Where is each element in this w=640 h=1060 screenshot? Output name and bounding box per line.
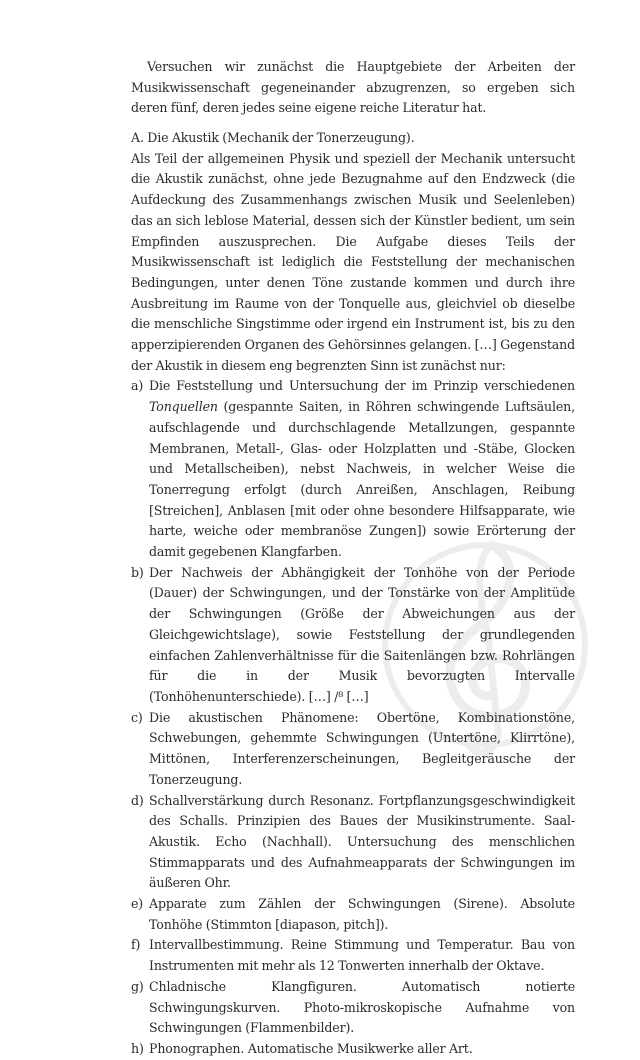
list-marker: a) xyxy=(131,378,144,394)
list-item-text-before: Die Feststellung und Untersuchung der im Prinzip verschiedenen xyxy=(149,378,575,394)
topic-list xyxy=(131,376,575,1059)
list-item-e xyxy=(131,894,575,935)
list-item-emphasis: Tonquellen xyxy=(149,399,218,415)
section-heading: A. Die Akustik (Mechanik der Tonerzeugung). xyxy=(131,130,415,145)
list-item-g xyxy=(131,977,575,1039)
section-akustik xyxy=(131,128,575,1060)
list-item-text: Schallverstärkung durch Resonanz. Fortpflanzungsgeschwindigkeit des Schalls. Prinzipien des Baues der Musikinstrumente. Saal-Akustik. Echo (Nachhall). Untersuchung des menschlichen Stimmapparats und des Aufnahmeapparats der Schwingungen im äußeren Ohr. xyxy=(149,792,575,891)
list-item-h xyxy=(131,1039,575,1060)
list-item-b xyxy=(131,563,575,708)
list-item-text: Die akustischen Phänomene: Obertöne, Kombinationstöne, Schwebungen, gehemmte Schwingungen (Untertöne, Klirrtöne), Mittönen, Interferenzerscheinungen, Begleitgeräusche der Tonerzeugung. xyxy=(149,709,575,787)
list-item-text: Der Nachweis der Abhängigkeit der Tonhöhe von der Periode (Dauer) der Schwingungen, und der Tonstärke von der Amplitüde der Schwingungen (Größe der Abweichungen aus der Gleichgewichtslage), sowie Feststellung der grundlegenden einfachen Zahlenverhältnisse für die Saitenlängen bzw. Rohrlängen für die in der Musik bevorzugten Intervalle (Tonhöhenunterschiede). […] /⁸ […] xyxy=(149,564,575,704)
list-marker: b) xyxy=(131,564,144,580)
intro-paragraph xyxy=(131,57,575,119)
list-marker: g) xyxy=(131,978,144,994)
list-item-f xyxy=(131,935,575,976)
list-item-text: Chladnische Klangfiguren. Automatisch notierte Schwingungskurven. Photo-mikroskopische Aufnahme von Schwingungen (Flammenbilder). xyxy=(149,978,575,1036)
intro-text: Versuchen wir zunächst die Hauptgebiete der Arbeiten der Musikwissenschaft gegeneinander abzugrenzen, so ergeben sich deren fünf, deren jedes seine eigene reiche Literatur hat. xyxy=(131,59,575,116)
list-item-text: Apparate zum Zählen der Schwingungen (Sirene). Absolute Tonhöhe (Stimmton [diapason, pitch]). xyxy=(149,896,575,932)
list-item-a xyxy=(131,376,575,562)
list-item-text-after: (gespannte Saiten, in Röhren schwingende Luftsäulen, aufschlagende und durchschlagende Metallzungen, gespannte Membranen, Metall-, Glas- oder Holzplatten und -Stäbe, Glocken und Metallscheiben), nebst Nachweis, in welcher Weise die Tonerregung erfolgt (durch Anreißen, Anschlagen, Reibung [Streichen], Anblasen [mit oder ohne besondere Hilfsapparate, wie harte, weiche oder membranöse Zungen]) sowie Erörterung der damit gegebenen Klangfarben. xyxy=(149,399,575,560)
list-item-text: Intervallbestimmung. Reine Stimmung und Temperatur. Bau von Instrumenten mit mehr als 12 Tonwerten innerhalb der Oktave. xyxy=(149,937,575,974)
list-marker: d) xyxy=(131,792,144,808)
list-item-d xyxy=(131,791,575,895)
list-marker: h) xyxy=(131,1040,144,1056)
section-body: Als Teil der allgemeinen Physik und speziell der Mechanik untersucht die Akustik zunächst, ohne jede Bezugnahme auf den Endzweck (die Aufdeckung des Zusammenhangs zwischen Musik und Seelenleben) das an sich leblose Material, dessen sich der Künstler bedient, um sein Empfinden auszusprechen. Die Aufgabe dieses Teils der Musikwissenschaft ist lediglich die Feststellung der mechanischen Bedingungen, unter denen Töne zustande kommen und durch ihre Ausbreitung im Raume von der Tonquelle aus, gleichviel ob dieselbe die menschliche Singstimme oder irgend ein Instrument ist, bis zu den apperzipierenden Organen des Gehörsinnes gelangen. […] Gegenstand der Akustik in diesem eng begrenzten Sinn ist zunächst nur: xyxy=(131,150,575,373)
list-marker: e) xyxy=(131,896,144,912)
list-item-c xyxy=(131,708,575,791)
list-marker: c) xyxy=(131,709,143,725)
list-marker: f) xyxy=(131,937,141,953)
list-item-text: Phonographen. Automatische Musikwerke aller Art. xyxy=(149,1040,473,1056)
